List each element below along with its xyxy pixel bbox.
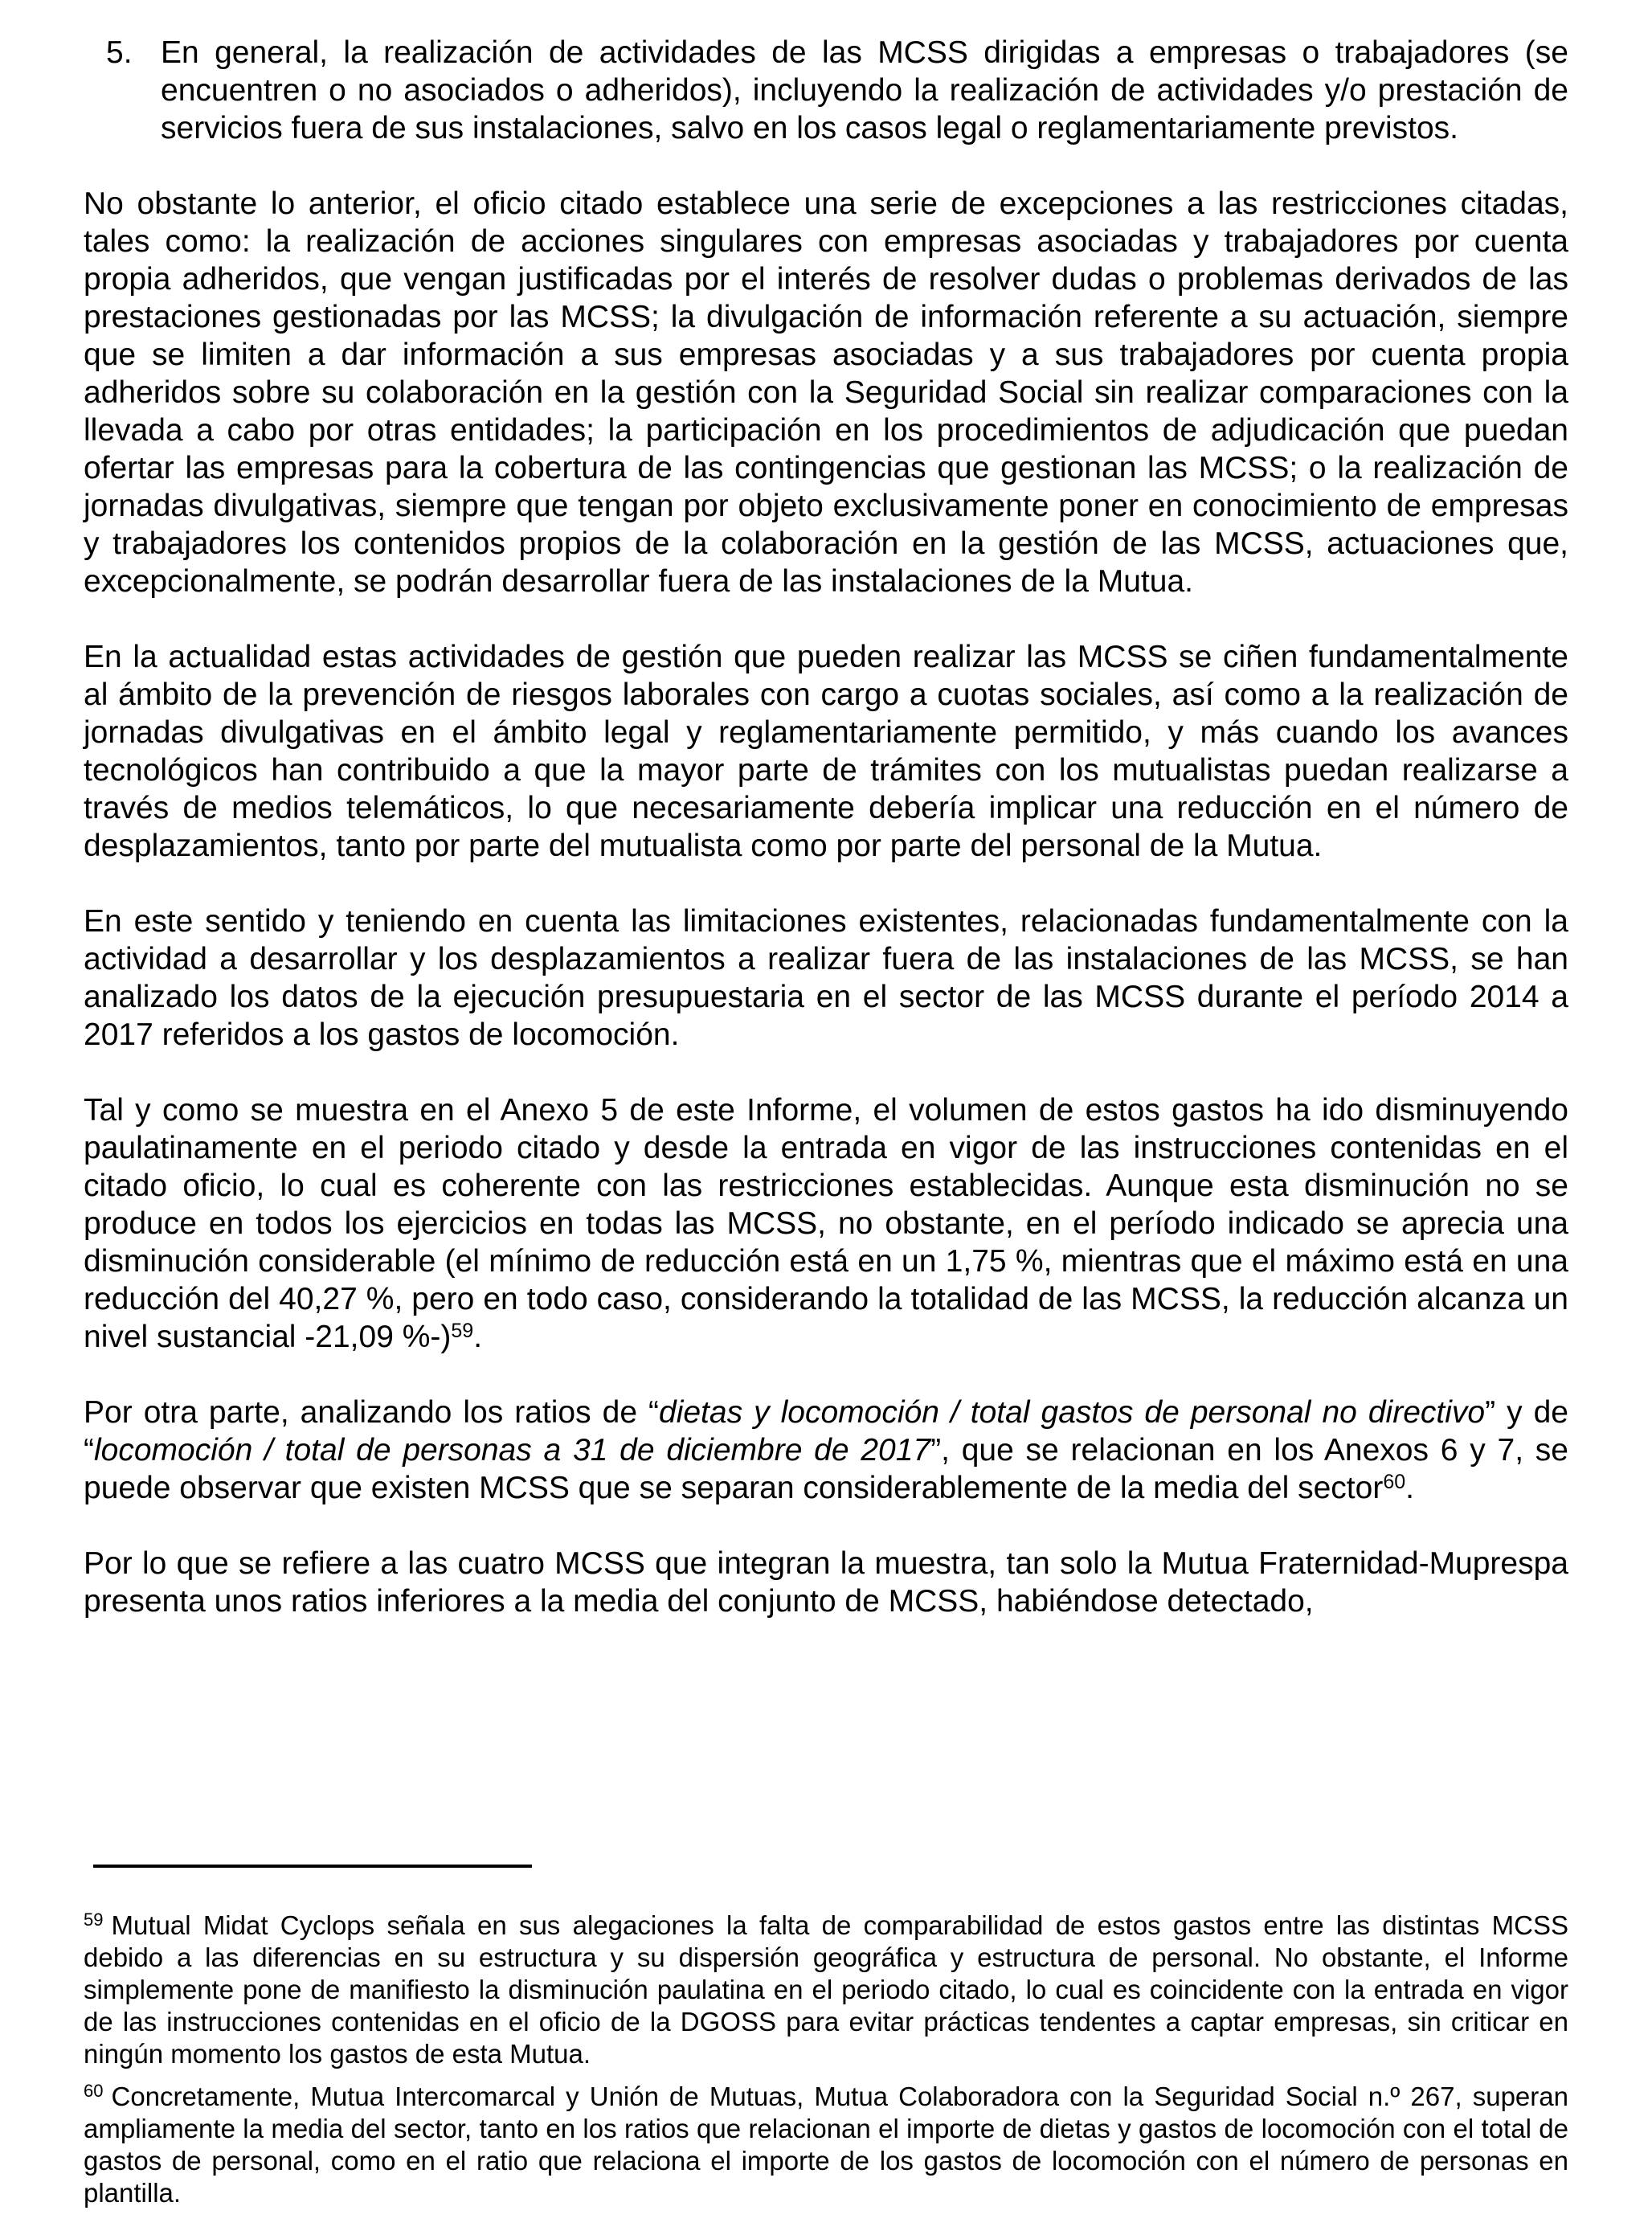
list-item-number: 5. [106, 35, 133, 70]
footnote-59-text: Mutual Midat Cyclops señala en sus alegaciones la falta de comparabilidad de estos gastos entre las distintas MCSS debido a las diferencias en su estructura y su dispersión geográfica y estructura de personal. No obstante, el Informe simplemente pone de manifiesto la disminución paulatina en el periodo citado, lo cual es coincidente con la entrada en vigor de las instrucciones contenidas en el oficio de la DGOSS para evitar prácticas tendentes a captar empresas, sin criticar en ningún momento los gastos de esta Mutua. [84, 1910, 1568, 2069]
footnote-59 [84, 1910, 1568, 2070]
paragraph-sample-mcss: Por lo que se refiere a las cuatro MCSS que integran la muestra, tan solo la Mutua Fraternidad-Muprespa presenta unos ratios inferiores a la media del conjunto de MCSS, habiéndose detectado, [84, 1546, 1568, 1619]
paragraph-text: Tal y como se muestra en el Anexo 5 de este Informe, el volumen de estos gastos ha ido disminuyendo paulatinamente en el periodo citado y desde la entrada en vigor de las instrucciones contenidas en el citado oficio, lo cual es coherente con las restricciones establecidas. Aunque esta disminución no se produce en todos los ejercicios en todas las MCSS, no obstante, en el período indicado se aprecia una disminución considerable (el mínimo de reducción está en un 1,75 %, mientras que el máximo está en una reducción del 40,27 %, pero en todo caso, considerando la totalidad de las MCSS, la reducción alcanza un nivel sustancial -21,09 %-) [84, 1093, 1568, 1354]
paragraph-text: ”, que se relacionan en los Anexos 6 y 7, se puede observar que existen MCSS que se separan considerablemente de la media del sector [84, 1433, 1568, 1505]
document-body [84, 34, 1568, 1658]
paragraph-exceptions: No obstante lo anterior, el oficio citado establece una serie de excepciones a las restricciones citadas, tales como: la realización de acciones singulares con empresas asociadas y trabajadores por cuenta propia adheridos, que vengan justificadas por el interés de resolver dudas o problemas derivados de las prestaciones gestionadas por las MCSS; la divulgación de información referente a su actuación, siempre que se limiten a dar información a sus empresas asociadas y a sus trabajadores por cuenta propia adheridos sobre su colaboración en la gestión con la Seguridad Social sin realizar comparaciones con la llevada a cabo por otras entidades; la participación en los procedimientos de adjudicación que puedan ofertar las empresas para la cobertura de las contingencias que gestionan las MCSS; o la realización de jornadas divulgativas, siempre que tengan por objeto exclusivamente poner en conocimiento de empresas y trabajadores los contenidos propios de la colaboración en la gestión de las MCSS, actuaciones que, excepcionalmente, se podrán desarrollar fuera de las instalaciones de la Mutua. [84, 186, 1568, 599]
footnote-60 [84, 2081, 1568, 2209]
footnotes-section [84, 1865, 1568, 2220]
paragraph-text: . [473, 1320, 483, 1354]
italic-ratio-name-2: locomoción / total de personas a 31 de diciembre de 2017 [94, 1433, 931, 1468]
italic-ratio-name-1: dietas y locomoción / total gastos de personal no directivo [659, 1395, 1486, 1430]
paragraph-current-activities: En la actualidad estas actividades de gestión que pueden realizar las MCSS se ciñen fundamentalmente al ámbito de la prevención de riesgos laborales con cargo a cuotas sociales, así como a la realización de jornadas divulgativas en el ámbito legal y reglamentariamente permitido, y más cuando los avances tecnológicos han contribuido a que la mayor parte de trámites con los mutualistas puedan realizarse a través de medios telemáticos, lo que necesariamente debería implicar una reducción en el número de desplazamientos, tanto por parte del mutualista como por parte del personal de la Mutua. [84, 640, 1568, 863]
footnote-reference-60: 60 [1383, 1470, 1406, 1493]
footnote-59-number: 59 [84, 1910, 104, 1930]
paragraph-text: Por otra parte, analizando los ratios de “ [84, 1395, 660, 1430]
paragraph-ratios [84, 1394, 1568, 1507]
list-item-text: En general, la realización de actividades de las MCSS dirigidas a empresas o trabajadores (se encuentren o no asociados o adheridos), incluyendo la realización de actividades y/o prestación de servicios fuera de sus instalaciones, salvo en los casos legal o reglamentariamente previstos. [161, 35, 1568, 145]
footnote-reference-59: 59 [451, 1319, 474, 1342]
footnote-separator-rule [93, 1865, 532, 1868]
paragraph-text: . [1405, 1471, 1414, 1505]
paragraph-annex5-reduction [84, 1091, 1568, 1356]
footnote-60-number: 60 [84, 2081, 104, 2101]
numbered-list-item-5 [84, 34, 1568, 147]
paragraph-analysis-period: En este sentido y teniendo en cuenta las limitaciones existentes, relacionadas fundamentalmente con la actividad a desarrollar y los desplazamientos a realizar fuera de las instalaciones de las MCSS, se han analizado los datos de la ejecución presupuestaria en el sector de las MCSS durante el período 2014 a 2017 referidos a los gastos de locomoción. [84, 904, 1568, 1052]
paragraph-text: ” y de “ [84, 1395, 1568, 1468]
footnote-60-text: Concretamente, Mutua Intercomarcal y Unión de Mutuas, Mutua Colaboradora con la Seguridad Social n.º 267, superan ampliamente la media del sector, tanto en los ratios que relacionan el importe de dietas y gastos de locomoción con el total de gastos de personal, como en el ratio que relaciona el importe de los gastos de locomoción con el número de personas en plantilla. [84, 2082, 1568, 2208]
